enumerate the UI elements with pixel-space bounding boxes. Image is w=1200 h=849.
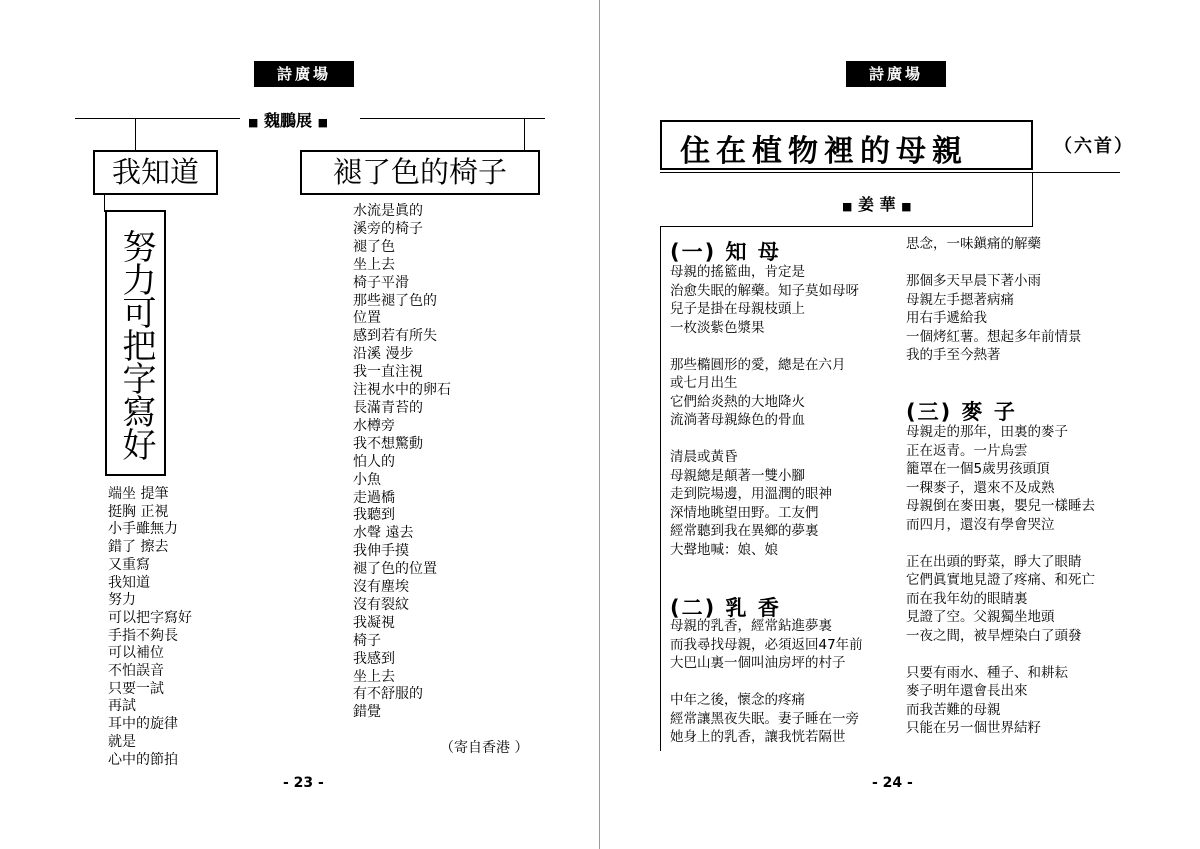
author-name: 姜 華: [857, 195, 896, 214]
poem2-body: [353, 203, 451, 722]
poem1-body: [108, 486, 192, 769]
poem-line: 思念，一味鎭痛的解藥: [906, 236, 1041, 252]
poem1-vertical-line: 努力可把字寫好: [105, 210, 166, 476]
author-mark-right: ■: [317, 116, 328, 129]
author-underline: [660, 226, 1033, 227]
rule-right: [360, 118, 545, 119]
poem-line: 心中的節拍: [108, 751, 178, 768]
poem1-title: 我知道: [93, 150, 218, 195]
poem-line: 錯覺: [353, 704, 381, 721]
poem-line: 怕人的: [353, 453, 395, 470]
poem-line: 正在出頭的野菜，睜大了眼睛: [906, 553, 1082, 570]
page-number: - 24 -: [872, 775, 913, 791]
poem-line: 水樽旁: [353, 417, 395, 434]
section-2-heading: (二) 乳 香: [670, 596, 781, 620]
right-page: [600, 0, 1200, 849]
poem-line: 見證了空。父親獨坐地頭: [906, 609, 1055, 625]
rule-left: [75, 118, 240, 119]
author-byline: [842, 192, 912, 215]
poem-line: 沒有塵埃: [353, 579, 409, 596]
poem-line: 注視水中的卵石: [353, 382, 451, 399]
poem-line: 清晨或黃昏: [670, 449, 738, 465]
poem-line: 我知道: [108, 574, 150, 591]
poem-line: [906, 645, 1095, 664]
poem-line: 母親的乳香，經常鉆進夢裏: [670, 618, 832, 634]
connector-left: [135, 118, 136, 152]
poem-line: 深情地眺望田野。工友們: [670, 504, 819, 521]
column-rule: [660, 226, 661, 751]
poem-line: 錯了 擦去: [108, 539, 169, 556]
poem-line: 挺胸 正視: [108, 503, 169, 520]
poem-line: 一夜之間，被旱煙染白了頭發: [906, 627, 1082, 644]
author-mark-left: ■: [842, 200, 853, 213]
poem-line: 手指不夠長: [108, 627, 178, 644]
main-title: 住在植物裡的母親: [680, 134, 968, 169]
section-3-body: [906, 423, 1095, 738]
poem2-title: 褪了色的椅子: [300, 150, 540, 195]
section-1-heading: (一) 知 母: [670, 240, 781, 264]
poem-line: 走過橋: [353, 489, 395, 506]
poem-line: 長滿青苔的: [353, 399, 423, 416]
poem-line: 不怕誤音: [108, 663, 164, 680]
connector-right: [524, 118, 525, 152]
poem-line: 走到院場邊，用溫潤的眼神: [670, 486, 832, 502]
poem-line: 沿溪 漫步: [353, 346, 414, 363]
title-right-rule: [1032, 172, 1033, 226]
poem-line: 水流是眞的: [353, 203, 423, 219]
poem-line: 椅子平滑: [353, 274, 409, 291]
poem-line: 大巴山裏一個叫油房坪的村子: [670, 655, 846, 671]
poem-line: 我伸手摸: [353, 543, 409, 560]
poem-line: 我感到: [353, 650, 395, 667]
section-3-heading: (三) 麥 子: [906, 400, 1017, 424]
location-note: （寄自香港 ）: [440, 740, 529, 756]
poem-line: 正在返青。一片烏雲: [906, 442, 1028, 459]
poem-line: 感到若有所失: [353, 328, 437, 345]
poem-line: 小手雖無力: [108, 521, 178, 538]
poem-line: 可以補位: [108, 645, 164, 662]
poem-line: 麥子明年還會長出來: [906, 683, 1028, 699]
poem-line: 一個烤紅薯。想起多年前情景: [906, 328, 1082, 345]
author-mark-right: ■: [901, 200, 912, 213]
poem-line: 沒有裂紋: [353, 596, 409, 613]
poem-line: 再試: [108, 698, 136, 715]
poem-line: 母親總是顛著一雙小腳: [670, 467, 805, 484]
poem-line: 治愈失眠的解藥。知子莫如母呀: [670, 282, 859, 299]
poem-line: [670, 430, 859, 449]
poem-line: 一稞麥子，還來不及成熟: [906, 479, 1055, 496]
poem-line: 我不想驚動: [353, 435, 423, 452]
poem-line: 或七月出生: [670, 375, 738, 391]
poem-line: 大聲地喊：娘、娘: [670, 541, 778, 558]
poem-line: 只要有雨水、種子、和耕耘: [906, 664, 1068, 681]
poem-line: 只能在另一個世界結籽: [906, 720, 1041, 736]
poem-line: 用右手遞給我: [906, 310, 987, 326]
poem-line: 可以把字寫好: [108, 609, 192, 626]
poem-line: 位置: [353, 310, 381, 327]
poem-line: 而四月，還沒有學會哭泣: [906, 516, 1055, 533]
poem-line: 我一直注視: [353, 364, 423, 381]
poem-line: 母親左手摁著病痛: [906, 291, 1014, 308]
poem-line: [906, 254, 1082, 273]
poem-line: 流淌著母親綠色的骨血: [670, 412, 805, 428]
column-badge: 詩廣場: [846, 61, 946, 87]
poem-line: 那些橢圓形的愛，總是在六月: [670, 356, 846, 373]
poem-line: 那些褪了色的: [353, 292, 437, 309]
poem-line: 它們給炎熱的大地降火: [670, 393, 805, 410]
poem-line: 那個多天早晨下著小雨: [906, 273, 1041, 289]
poem-line: 籠罩在一個5歲男孩頭頂: [906, 461, 1050, 477]
poem-line: 中年之後，懷念的疼痛: [670, 692, 805, 708]
poem-line: 小魚: [353, 471, 381, 488]
subtitle: （六首）: [1054, 136, 1134, 157]
title-underline: [660, 172, 1120, 173]
poem-line: 兒子是掛在母親枝頭上: [670, 301, 805, 317]
poem-line: [906, 534, 1095, 553]
page-number: - 23 -: [283, 775, 324, 791]
section-2-body: [670, 617, 863, 747]
poem-line: 有不舒服的: [353, 686, 423, 703]
poem-line: 端坐 提筆: [108, 486, 169, 502]
poem-line: 褪了色: [353, 238, 395, 255]
poem-line: 母親走的那年，田裏的麥子: [906, 424, 1068, 440]
author-mark-left: ■: [248, 116, 259, 129]
poem-line: 母親倒在麥田裏，嬰兒一樣睡去: [906, 498, 1095, 514]
section-2-continuation: [906, 235, 1082, 365]
poem-line: 就是: [108, 733, 136, 750]
poem-line: 又重寫: [108, 556, 150, 573]
poem-line: 我聽到: [353, 507, 395, 524]
poem-line: 我凝視: [353, 614, 395, 631]
poem-line: 水聲 遠去: [353, 525, 414, 542]
column-badge: 詩廣場: [254, 61, 354, 87]
poem-line: 它們眞實地見證了疼痛、和死亡: [906, 572, 1095, 588]
poem-line: 耳中的旋律: [108, 716, 178, 733]
poem-line: 而我尋找母親，必須返回47年前: [670, 636, 863, 653]
poem-line: 一枚淡紫色漿果: [670, 319, 765, 336]
poem-line: 只要一試: [108, 680, 164, 697]
poem-line: [670, 673, 863, 692]
poem-line: 她身上的乳香，讓我恍若隔世: [670, 729, 846, 745]
poem-line: 努力: [108, 592, 136, 609]
poem-line: 坐上去: [353, 256, 395, 273]
poem-line: 坐上去: [353, 668, 395, 685]
poem-line: 經常聽到我在異鄉的夢裏: [670, 523, 819, 539]
poem-line: 我的手至今熱著: [906, 347, 1001, 363]
author-name: 魏鵬展: [263, 111, 312, 130]
poem-line: 而我苦難的母親: [906, 701, 1001, 718]
author-byline: [248, 108, 328, 131]
poem-line: 母親的搖籃曲，肯定是: [670, 264, 805, 280]
poem-line: 椅子: [353, 632, 381, 649]
title-box: [660, 120, 1033, 170]
poem-line: 經常讓黑夜失眠。妻子睡在一旁: [670, 710, 859, 727]
section-1-body: [670, 263, 859, 559]
poem-line: 而在我年幼的眼睛裏: [906, 590, 1028, 607]
poem-line: 溪旁的椅子: [353, 220, 423, 237]
poem-line: 褪了色的位置: [353, 561, 437, 578]
poem-line: [670, 337, 859, 356]
